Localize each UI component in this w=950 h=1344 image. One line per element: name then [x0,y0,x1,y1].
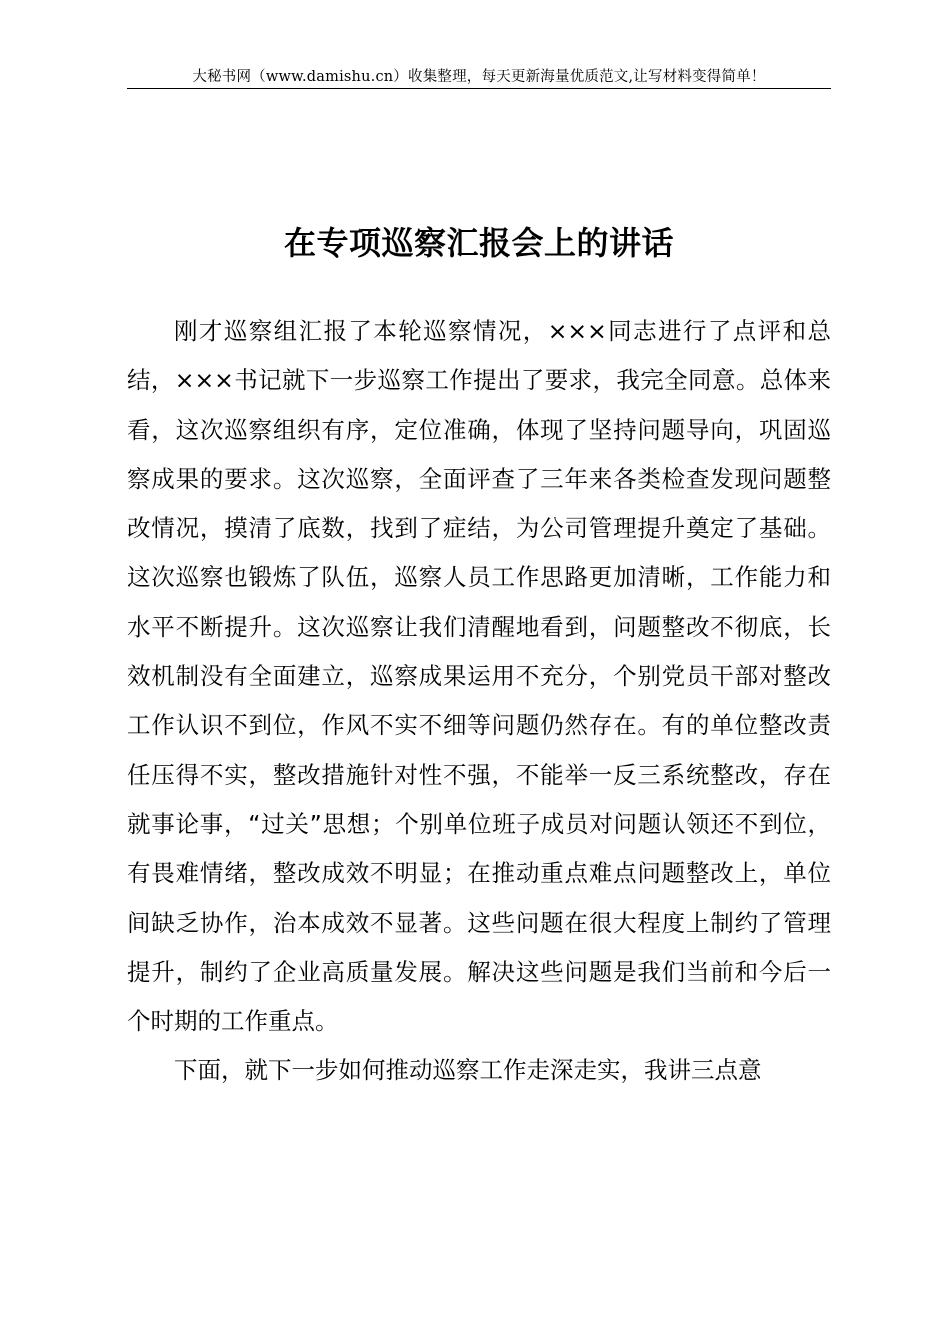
header-divider [127,88,831,89]
body-paragraph: 下面，就下一步如何推动巡察工作走深走实，我讲三点意 [174,1056,762,1085]
page-header: 大秘书网（www.damishu.cn）收集整理，每天更新海量优质范文,让写材料变得简单！ [192,69,766,85]
body-paragraph: 刚才巡察组汇报了本轮巡察情况，×××同志进行了点评和总结，×××书记就下一步巡察工作提出了要求，我完全同意。总体来看，这次巡察组织有序，定位准确，体现了坚持问题导向，巩固巡察成果的要求。这次巡察，全面评查了三年来各类检查发现问题整改情况，摸清了底数，找到了症结，为公司管理提升奠定了基础。这次巡察也锻炼了队伍，巡察人员工作思路更加清晰，工作能力和水平不断提升。这次巡察让我们清醒地看到，问题整改不彻底，长效机制没有全面建立，巡察成果运用不充分，个别党员干部对整改工作认识不到位，作风不实不细等问题仍然存在。有的单位整改责任压得不实，整改措施针对性不强，不能举一反三系统整改，存在就事论事，“过关”思想；个别单位班子成员对问题认领还不到位，有畏难情绪，整改成效不明显；在推动重点难点问题整改上，单位间缺乏协作，治本成效不显著。这些问题在很大程度上制约了管理提升，制约了企业高质量发展。解决这些问题是我们当前和今后一个时期的工作重点。 [127,317,831,1036]
document-body [127,307,831,1096]
document-title: 在专项巡察汇报会上的讲话 [283,224,674,262]
